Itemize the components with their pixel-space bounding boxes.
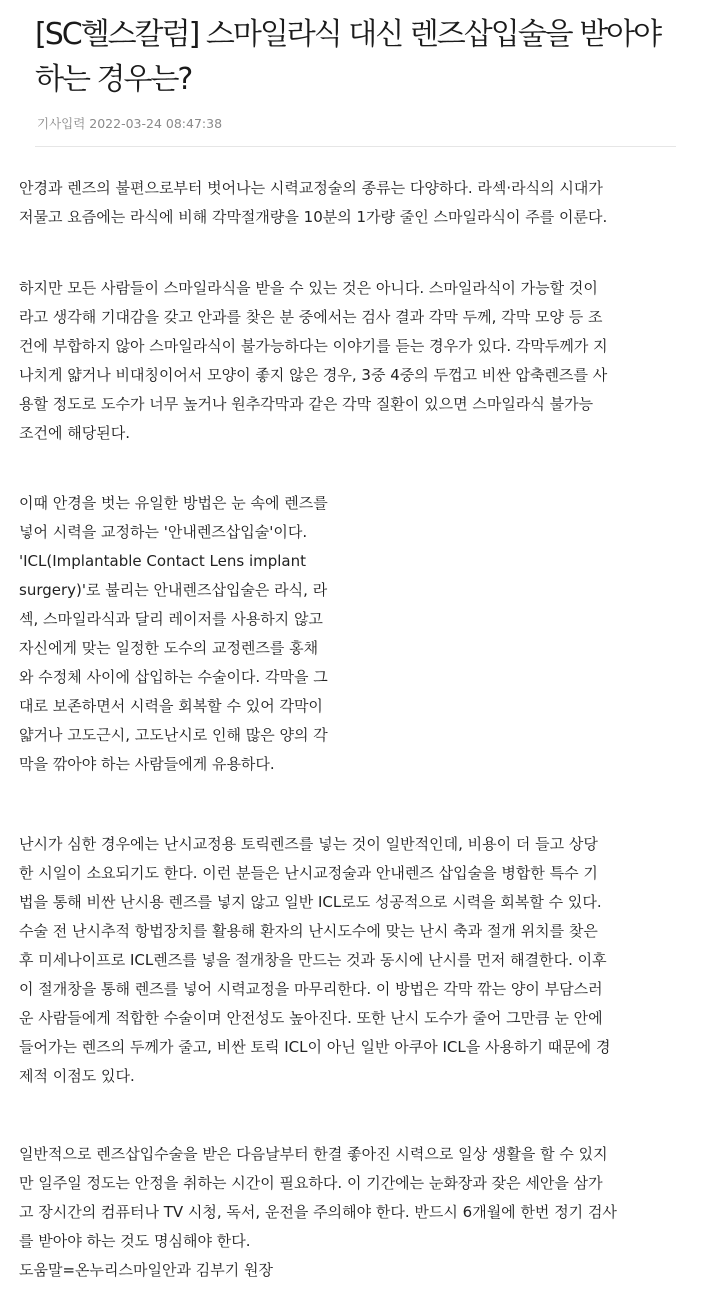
text-line: 제적 이점도 있다. — [19, 1067, 135, 1085]
text-line: 섹, 스마일라식과 달리 레이저를 사용하지 않고 — [19, 610, 323, 628]
text-line: 저물고 요즘에는 라식에 비해 각막절개량을 10분의 1가량 줄인 스마일라식이 주를 이룬다. — [19, 208, 608, 226]
text-line: surgery)'로 불리는 안내렌즈삽입술은 라식, 라 — [19, 581, 328, 599]
paragraph-recovery — [19, 1140, 689, 1285]
text-line: 라고 생각해 기대감을 갖고 안과를 찾은 분 중에서는 검사 결과 각막 두께, 각막 모양 등 조 — [19, 308, 603, 326]
text-line: 를 받아야 하는 것도 명심해야 한다. — [19, 1232, 251, 1250]
text-line: 자신에게 맞는 일정한 도수의 교정렌즈를 홍채 — [19, 639, 319, 657]
article-timestamp: 기사입력 2022-03-24 08:47:38 — [37, 116, 223, 131]
text-line: 이때 안경을 벗는 유일한 방법은 눈 속에 렌즈를 — [19, 494, 328, 512]
text-line: 한 시일이 소요되기도 한다. 이런 분들은 난시교정술과 안내렌즈 삽입술을 병합한 특수 기 — [19, 864, 598, 882]
text-line: 난시가 심한 경우에는 난시교정용 토릭렌즈를 넣는 것이 일반적인데, 비용이 더 들고 상당 — [19, 835, 598, 853]
text-line: 이 절개창을 통해 렌즈를 넣어 시력교정을 마무리한다. 이 방법은 각막 깎는 양이 부담스러 — [19, 980, 603, 998]
text-line: 법을 통해 비싼 난시용 렌즈를 넣지 않고 일반 ICL로도 성공적으로 시력을 회복할 수 있다. — [19, 893, 602, 911]
text-line: 용할 정도로 도수가 너무 높거나 원추각막과 같은 각막 질환이 있으면 스마일라식 불가능 — [19, 395, 594, 413]
text-line: 들어가는 렌즈의 두께가 줄고, 비싼 토릭 ICL이 아닌 일반 아쿠아 ICL을 사용하기 때문에 경 — [19, 1038, 611, 1056]
paragraph-icl — [19, 489, 379, 779]
text-line: 얇거나 고도근시, 고도난시로 인해 많은 양의 각 — [19, 726, 328, 744]
text-line: 와 수정체 사이에 삽입하는 수술이다. 각막을 그 — [19, 668, 328, 686]
text-line: 후 미세나이프로 ICL렌즈를 넣을 절개창을 만드는 것과 동시에 난시를 먼저 해결한다. 이후 — [19, 951, 607, 969]
paragraph-astigmatism — [19, 830, 689, 1091]
text-line: 나치게 얇거나 비대칭이어서 모양이 좋지 않은 경우, 3중 4중의 두껍고 비싼 압축렌즈를 사 — [19, 366, 608, 384]
text-line: 운 사람들에게 적합한 수술이며 안전성도 높아진다. 또한 난시 도수가 줄어 그만큼 눈 안에 — [19, 1009, 603, 1027]
author-credit: 도움말=온누리스마일안과 김부기 원장 — [19, 1261, 273, 1279]
paragraph-intro — [19, 174, 689, 232]
text-line: 조건에 해당된다. — [19, 424, 130, 442]
text-line: 안경과 렌즈의 불편으로부터 벗어나는 시력교정술의 종류는 다양하다. 라섹·라식의 시대가 — [19, 179, 603, 197]
text-line: 만 일주일 정도는 안정을 취하는 시간이 필요하다. 이 기간에는 눈화장과 잦은 세안을 삼가 — [19, 1174, 603, 1192]
text-line: 'ICL(Implantable Contact Lens implant — [19, 552, 306, 570]
article-title-line: [SC헬스칼럼] 스마일라식 대신 렌즈삽입술을 받아야 — [35, 17, 661, 52]
text-line: 일반적으로 렌즈삽입수술을 받은 다음날부터 한결 좋아진 시력으로 일상 생활을 할 수 있지 — [19, 1145, 608, 1163]
text-line: 건에 부합하지 않아 스마일라식이 불가능하다는 이야기를 듣는 경우가 있다. 각막두께가 지 — [19, 337, 608, 355]
text-line: 하지만 모든 사람들이 스마일라식을 받을 수 있는 것은 아니다. 스마일라식이 가능할 것이 — [19, 279, 598, 297]
article-title — [35, 12, 695, 102]
paragraph-smile-lasik-limits — [19, 274, 689, 448]
text-line: 넣어 시력을 교정하는 '안내렌즈삽입술'이다. — [19, 523, 308, 541]
text-line: 고 장시간의 컴퓨터나 TV 시청, 독서, 운전을 주의해야 한다. 반드시 6개월에 한번 정기 검사 — [19, 1203, 617, 1221]
header-divider — [35, 146, 676, 147]
text-line: 수술 전 난시추적 항법장치를 활용해 환자의 난시도수에 맞는 난시 축과 절개 위치를 찾은 — [19, 922, 598, 940]
article-title-line: 하는 경우는? — [35, 62, 192, 97]
text-line: 막을 깎아야 하는 사람들에게 유용하다. — [19, 755, 275, 773]
text-line: 대로 보존하면서 시력을 회복할 수 있어 각막이 — [19, 697, 323, 715]
